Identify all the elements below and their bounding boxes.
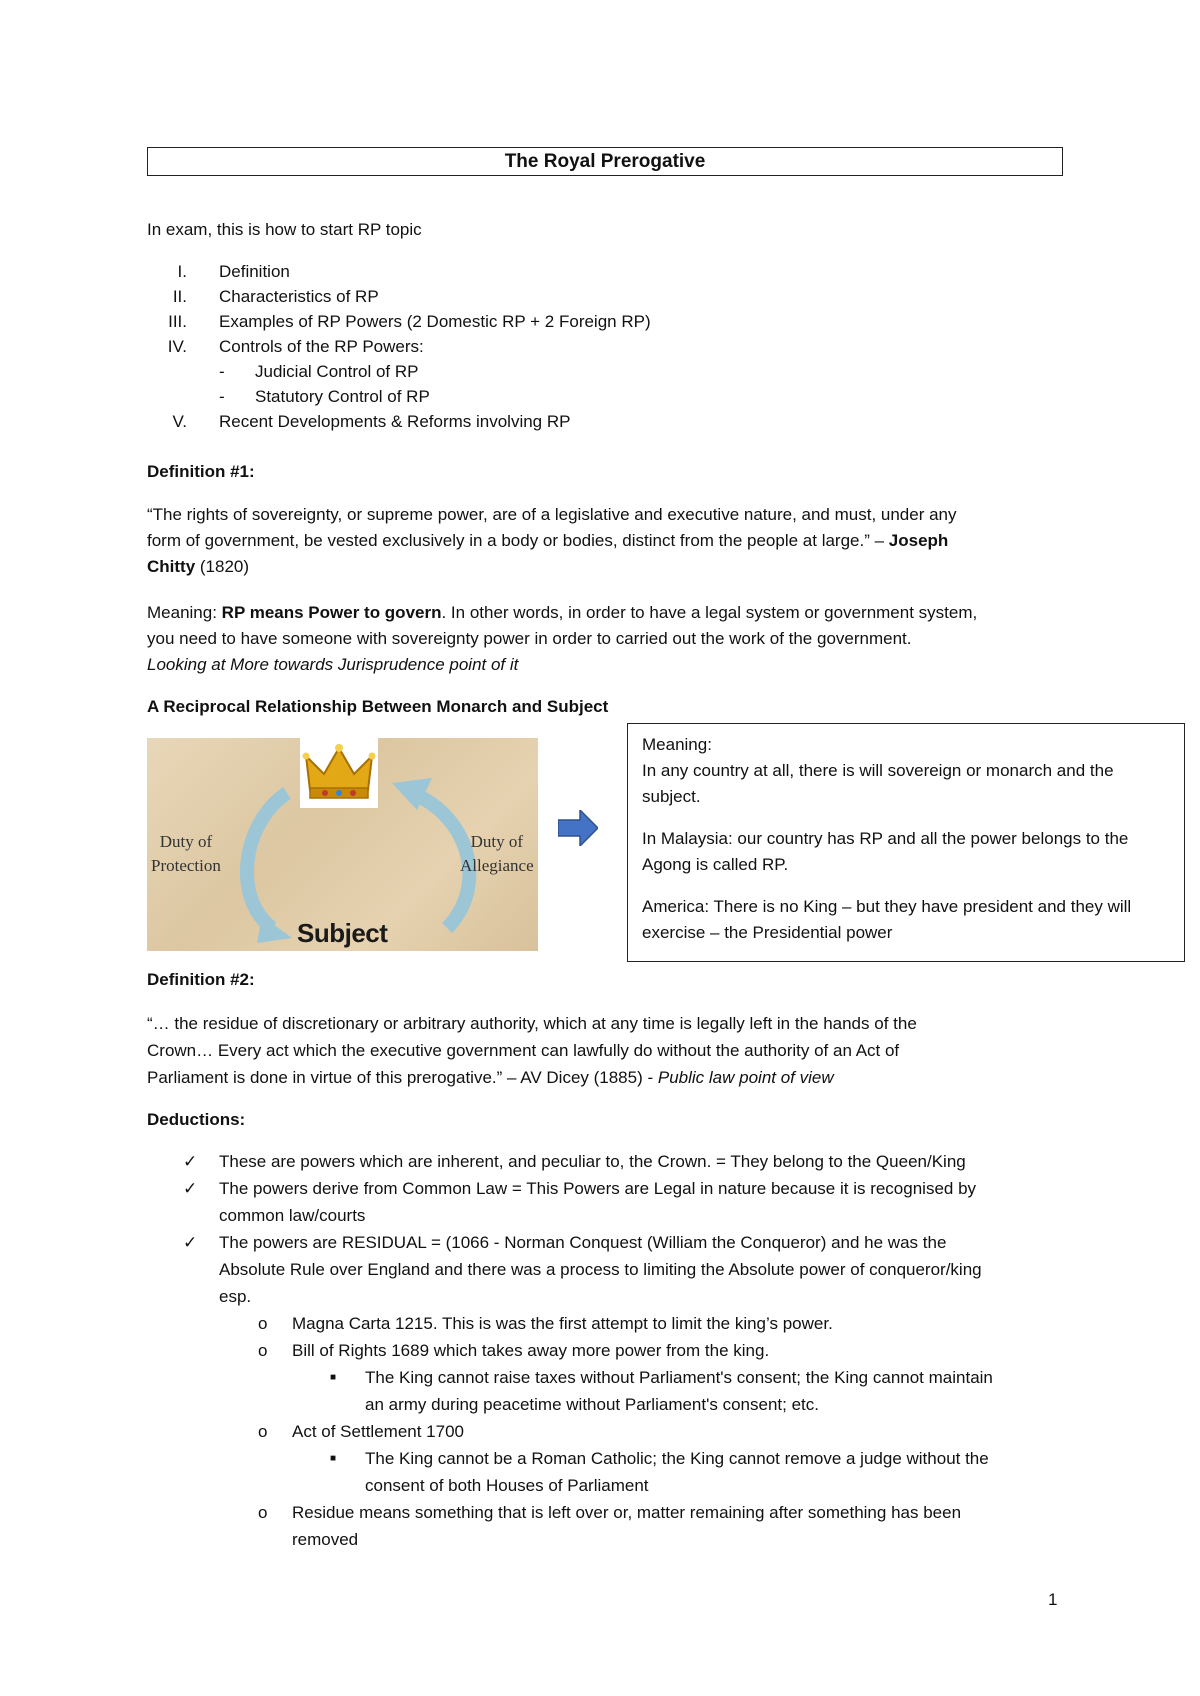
definition-1-quote	[147, 502, 1057, 580]
intro-text: In exam, this is how to start RP topic	[147, 220, 422, 239]
sub-deduction-item-cont: removed	[292, 1530, 359, 1549]
deduction-item: The powers are RESIDUAL = (1066 - Norman Conquest (William the Conqueror) and he was the	[219, 1233, 947, 1252]
quote-line: Parliament is done in virtue of this prerogative.” – AV Dicey (1885) - Public law point of view	[147, 1068, 834, 1087]
circle-bullet-icon: o	[258, 1314, 268, 1333]
reciprocal-diagram	[147, 738, 538, 951]
sub-sub-item: The King cannot raise taxes without Parliament's consent; the King cannot maintain	[365, 1368, 993, 1387]
outline-num: V.	[172, 412, 187, 431]
quote-line: form of government, be vested exclusively in a body or bodies, distinct from the people at large.” – Joseph	[147, 531, 949, 550]
outline-num: IV.	[167, 337, 187, 356]
outline-sub-bullet: -	[219, 387, 225, 406]
meaning-box-paragraph: America: There is no King – but they have president and they will exercise – the Presidential power	[642, 897, 1132, 942]
sub-sub-item-cont: consent of both Houses of Parliament	[365, 1476, 649, 1495]
outline-item: Characteristics of RP	[219, 287, 379, 306]
sub-deduction-item: Act of Settlement 1700	[292, 1422, 464, 1441]
document-title: The Royal Prerogative	[147, 147, 1063, 176]
outline-num: II.	[172, 287, 187, 306]
checkmark-icon: ✓	[183, 1179, 198, 1198]
outline-sub-item: Judicial Control of RP	[255, 362, 419, 381]
outline-sub-item: Statutory Control of RP	[255, 387, 430, 406]
subject-label: Subject	[297, 918, 388, 948]
square-bullet-icon: ■	[330, 1453, 337, 1464]
meaning-line: Meaning: RP means Power to govern. In other words, in order to have a legal system or government system,	[147, 603, 978, 622]
checkmark-icon: ✓	[183, 1152, 198, 1171]
outline-item: Definition	[219, 262, 290, 281]
deduction-item: These are powers which are inherent, and peculiar to, the Crown. = They belong to the Queen/King	[219, 1152, 966, 1171]
duty-of-protection-label: Duty of Protection	[151, 832, 221, 875]
definition-2-quote	[147, 1010, 1057, 1091]
outline-item: Examples of RP Powers (2 Domestic RP + 2 Foreign RP)	[219, 312, 651, 331]
meaning-box-paragraph: In Malaysia: our country has RP and all the power belongs to the Agong is called RP.	[642, 829, 1129, 874]
quote-line: “… the residue of discretionary or arbitrary authority, which at any time is legally left in the hands of the	[147, 1014, 917, 1033]
sub-deduction-item: Residue means something that is left over or, matter remaining after something has been	[292, 1503, 962, 1522]
deduction-item: The powers derive from Common Law = This Powers are Legal in nature because it is recognised by	[219, 1179, 977, 1198]
reciprocal-heading: A Reciprocal Relationship Between Monarch and Subject	[147, 697, 609, 716]
sub-sub-item: The King cannot be a Roman Catholic; the King cannot remove a judge without the	[365, 1449, 989, 1468]
circle-bullet-icon: o	[258, 1341, 268, 1360]
outline-item: Recent Developments & Reforms involving RP	[219, 412, 571, 431]
definition-1-meaning	[147, 600, 1057, 678]
deduction-item-cont: Absolute Rule over England and there was a process to limiting the Absolute power of conqueror/king	[219, 1260, 982, 1279]
meaning-line: you need to have someone with sovereignty power in order to carried out the work of the government.	[147, 629, 912, 648]
deductions-heading: Deductions:	[147, 1110, 246, 1129]
sub-deduction-item: Magna Carta 1215. This is was the first attempt to limit the king’s power.	[292, 1314, 833, 1333]
outline-num: I.	[177, 262, 187, 281]
circle-bullet-icon: o	[258, 1422, 268, 1441]
outline-item: Controls of the RP Powers:	[219, 337, 424, 356]
meaning-line: Looking at More towards Jurisprudence point of it	[147, 655, 519, 674]
outline-num: III.	[168, 312, 187, 331]
quote-line: “The rights of sovereignty, or supreme power, are of a legislative and executive nature, and must, under any	[147, 505, 957, 524]
sub-sub-item-cont: an army during peacetime without Parliament's consent; etc.	[365, 1395, 819, 1414]
definition-2-heading: Definition #2:	[147, 970, 255, 989]
page-number: 1	[1048, 1590, 1058, 1609]
quote-line: Chitty (1820)	[147, 557, 250, 576]
duty-of-allegiance-label: Duty of Allegiance	[460, 832, 534, 875]
quote-line: Crown… Every act which the executive government can lawfully do without the authority of an Act of	[147, 1041, 900, 1060]
right-arrow-icon	[558, 810, 598, 846]
outline-sub-bullet: -	[219, 362, 225, 381]
checkmark-icon: ✓	[183, 1233, 198, 1252]
definition-1-heading: Definition #1:	[147, 462, 255, 481]
meaning-box-label: Meaning:	[642, 735, 712, 754]
deduction-item-cont: esp.	[219, 1287, 252, 1306]
sub-deduction-item: Bill of Rights 1689 which takes away more power from the king.	[292, 1341, 770, 1360]
meaning-box	[627, 723, 1185, 962]
deduction-item-cont: common law/courts	[219, 1206, 366, 1225]
circle-bullet-icon: o	[258, 1503, 268, 1522]
meaning-box-paragraph: In any country at all, there is will sovereign or monarch and the subject.	[642, 761, 1114, 806]
square-bullet-icon: ■	[330, 1372, 337, 1383]
